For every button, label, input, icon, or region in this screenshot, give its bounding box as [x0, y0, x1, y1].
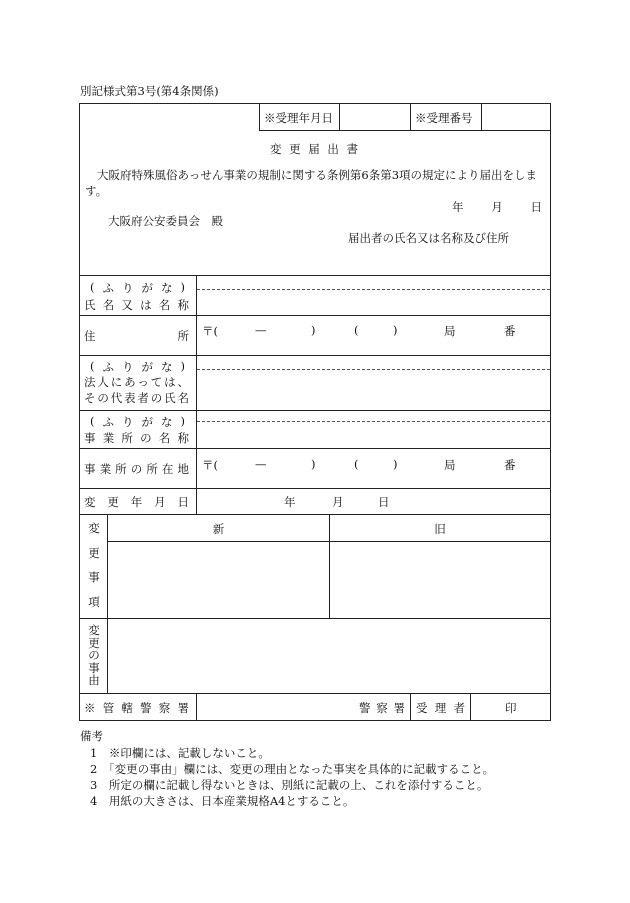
receiver-label: 受理者 — [416, 701, 465, 715]
change-items-label: 変 更 事 項 — [88, 521, 100, 609]
office-location-label: 事業所の所在地 — [84, 462, 189, 476]
notifier-label: 届出者の氏名又は名称及び住所 — [348, 231, 509, 245]
addressee: 大阪府公安委員会 殿 — [108, 214, 223, 228]
office-furigana-label: ( ふ り が な ) — [90, 414, 185, 429]
form-title: 変 更 届 出 書 — [269, 142, 361, 156]
old-content-field[interactable] — [330, 542, 550, 618]
note-item: 2 「変更の事由」欄には、変更の理由となった事実を具体的に記載すること。 — [90, 762, 495, 776]
new-content-field[interactable] — [108, 542, 329, 618]
office-name-label: 事業所の名称 — [84, 431, 189, 445]
note-item: 1 ※印欄には、記載しないこと。 — [90, 746, 270, 760]
old-column-header: 旧 — [434, 522, 446, 536]
change-date-label: 変更年月日 — [84, 495, 189, 509]
rep-furigana-label: ( ふ り が な ) — [90, 359, 185, 374]
change-reason-label: 変 更 の 事 由 — [88, 623, 100, 687]
police-station-label: ※管轄警察署 — [84, 701, 189, 715]
rep-label-2: その代表者の氏名 — [84, 391, 189, 405]
notes-title: 備考 — [80, 729, 103, 743]
change-reason-field[interactable] — [108, 619, 550, 693]
reception-number-label: ※受理番号 — [415, 111, 473, 125]
note-item: 4 用紙の大きさは、日本産業規格A4とすること。 — [90, 794, 355, 808]
police-suffix: 警察署 — [359, 701, 405, 715]
name-furigana-label: ( ふ り が な ) — [90, 280, 185, 295]
form-number: 別記様式第3号(第4条関係) — [80, 84, 219, 98]
reception-date-label: ※受理年月日 — [264, 111, 333, 125]
note-item: 3 所定の欄に記載し得ないときは、別紙に記載の上、これを添付すること。 — [90, 778, 489, 792]
statement-text: 大阪府特殊風俗あっせん事業の規制に関する条例第6条第3項の規定により届出をします。 — [85, 168, 538, 198]
name-label: 氏名又は名称 — [84, 298, 189, 312]
seal-label: 印 — [505, 701, 517, 715]
rep-label-1: 法人にあっては、 — [84, 375, 189, 389]
address-label: 住 所 — [84, 329, 189, 343]
submission-date: 年 月 日 — [452, 200, 542, 214]
new-column-header: 新 — [212, 522, 225, 536]
